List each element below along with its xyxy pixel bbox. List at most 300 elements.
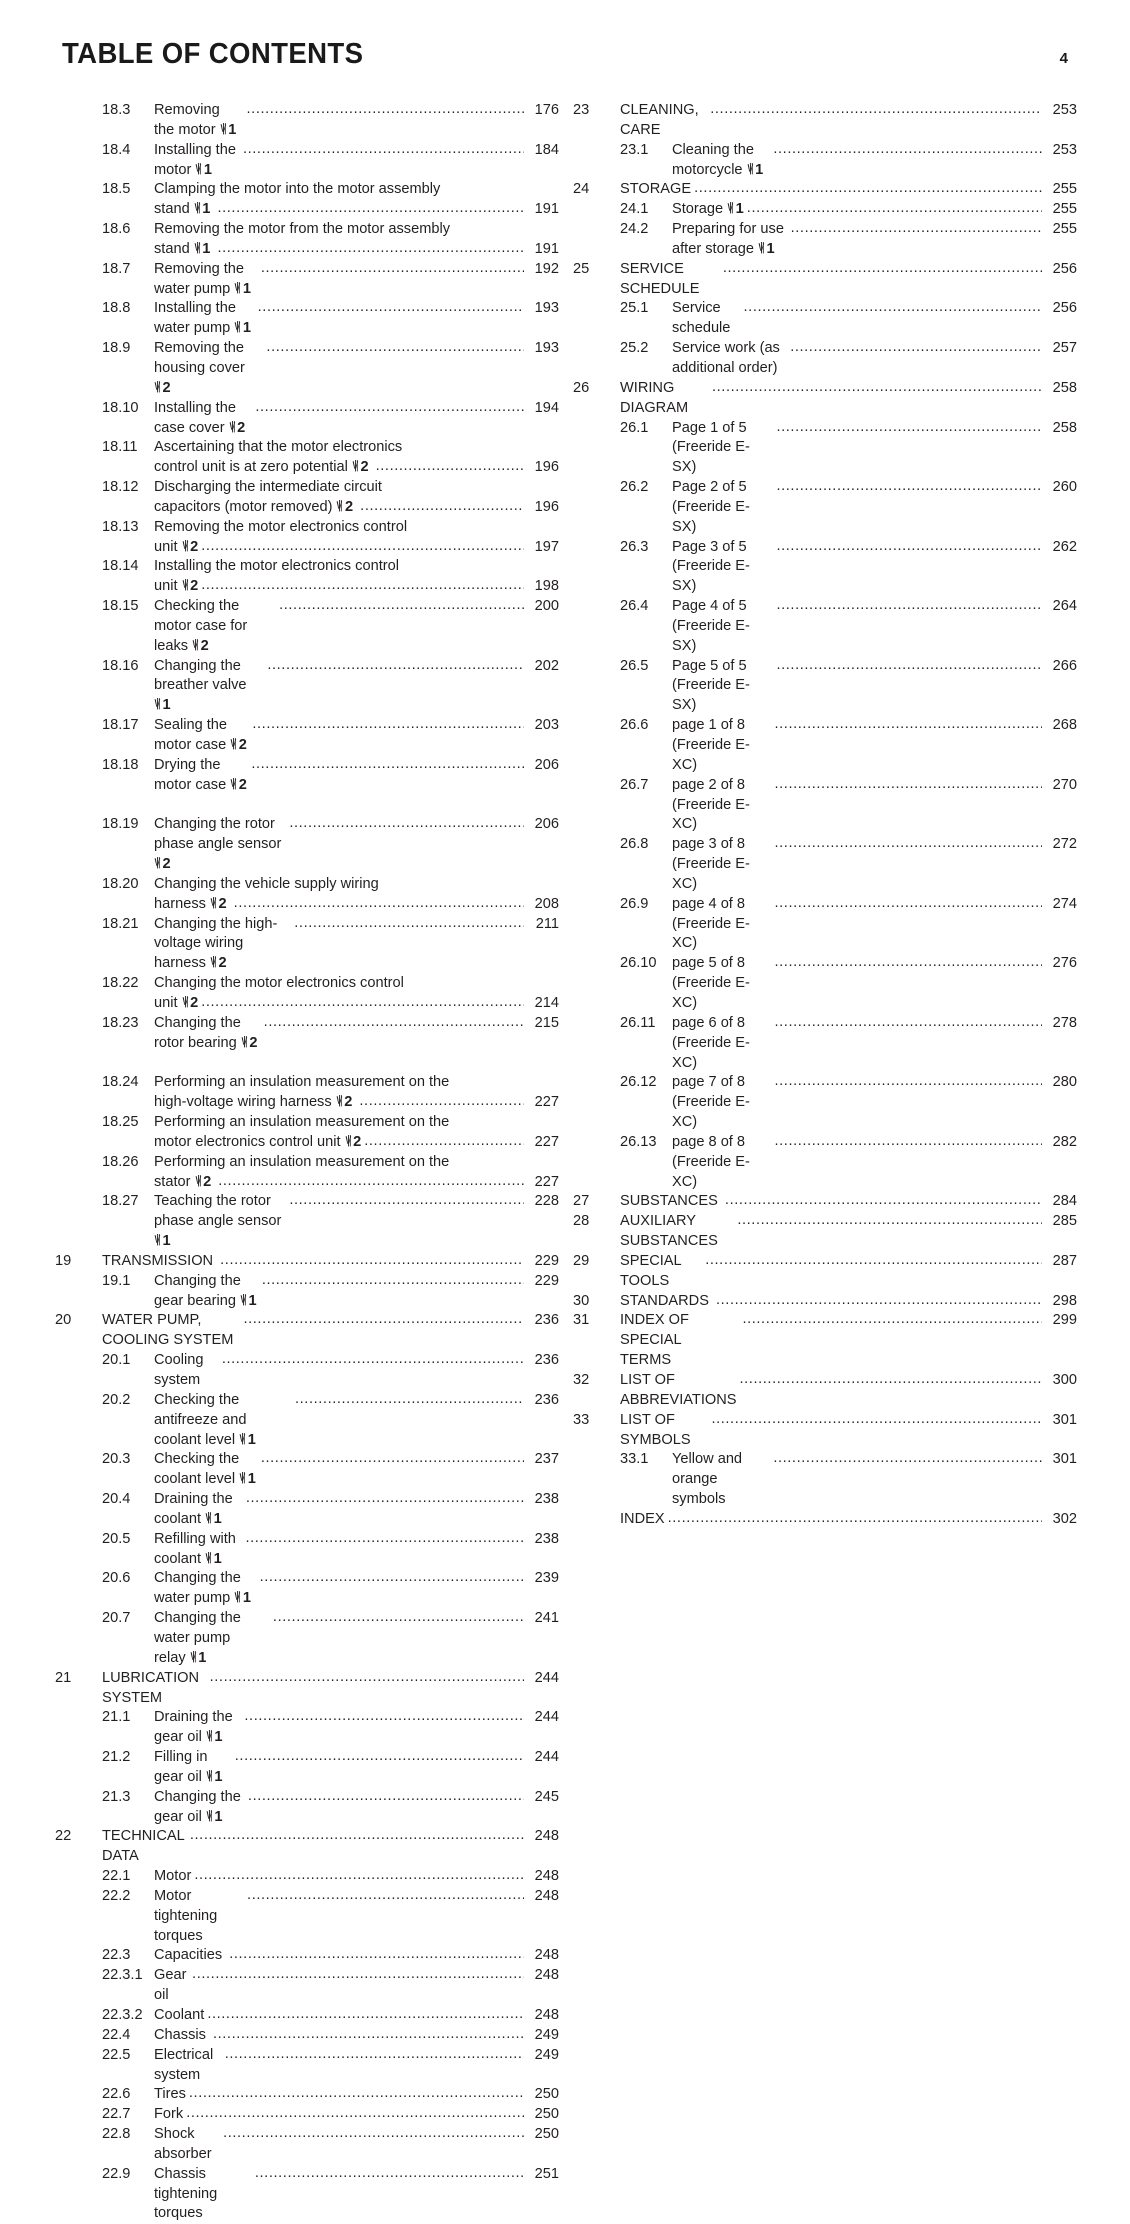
volume-reference-icon: 1 <box>727 202 744 217</box>
toc-entry-title: Service schedule <box>672 300 731 337</box>
toc-entry[interactable] <box>55 657 559 717</box>
toc-entry-title: Teaching the rotor phase angle sensor 1 <box>154 1193 286 1250</box>
toc-entry-title-block <box>154 875 559 915</box>
leader-dots <box>201 537 524 557</box>
toc-entry-title: SPECIAL TOOLS <box>620 1252 682 1289</box>
toc-entry[interactable] <box>573 835 1077 895</box>
toc-entry-title-block <box>154 399 559 439</box>
volume-reference-icon: 2 <box>192 639 209 654</box>
leader-dots <box>294 915 524 934</box>
toc-entry[interactable] <box>573 299 1077 339</box>
leader-dots <box>220 1252 524 1271</box>
toc-entry-page: 227 <box>534 1173 559 1190</box>
toc-entry-title-block <box>154 1867 559 1887</box>
toc-entry-title: Removing the housing cover 2 <box>154 340 249 396</box>
toc-entry[interactable] <box>573 1014 1077 1074</box>
toc-entry[interactable] <box>55 597 559 657</box>
toc-entry-title: Gear oil <box>154 1967 187 2004</box>
leader-dots <box>747 200 1042 219</box>
leader-dots <box>234 894 524 914</box>
toc-entry-title: page 1 of 8 (Freeride E-XC) <box>672 717 750 773</box>
toc-entry[interactable] <box>573 220 1077 260</box>
toc-entry-page: 250 <box>534 2126 559 2143</box>
leader-dots <box>775 835 1043 854</box>
toc-entry-title-block <box>620 1252 1077 1292</box>
toc-entry[interactable] <box>55 1609 559 1669</box>
toc-entry[interactable] <box>573 597 1077 657</box>
toc-entry-title-block <box>154 260 559 300</box>
toc-entry[interactable] <box>55 399 559 439</box>
toc-entry[interactable] <box>55 1569 559 1609</box>
toc-entry-number: 22 <box>55 1828 72 1845</box>
leader-dots <box>694 180 1042 199</box>
toc-entry-title-block <box>672 1073 1077 1133</box>
toc-entry[interactable] <box>573 101 1077 141</box>
toc-entry-number: 26.6 <box>620 717 649 734</box>
toc-entry-title-block <box>154 1708 559 1748</box>
volume-reference-icon: 2 <box>229 421 246 436</box>
toc-entry-page: 255 <box>1052 201 1077 218</box>
toc-entry[interactable] <box>55 2085 559 2105</box>
toc-entry-title: Installing the motor electronics control <box>154 558 399 575</box>
toc-entry[interactable] <box>55 1252 559 1272</box>
toc-entry-number: 18.8 <box>102 300 131 317</box>
toc-entry-page: 258 <box>1052 419 1077 436</box>
toc-entry[interactable] <box>573 1510 1077 1530</box>
toc-entry[interactable] <box>55 339 559 399</box>
toc-entry[interactable] <box>573 141 1077 181</box>
volume-reference-icon: 1 <box>205 1512 222 1527</box>
volume-reference-icon: 1 <box>206 1730 223 1745</box>
toc-entry-page: 257 <box>1052 340 1077 357</box>
toc-entry-title: Filling in gear oil 1 <box>154 1749 223 1785</box>
toc-entry[interactable] <box>55 1788 559 1828</box>
leader-dots <box>791 220 1042 239</box>
toc-entry[interactable] <box>55 2105 559 2125</box>
toc-entry[interactable] <box>55 1113 559 1153</box>
toc-entry[interactable] <box>573 538 1077 598</box>
volume-reference-icon: 2 <box>182 996 199 1011</box>
leader-dots <box>201 576 524 596</box>
toc-entry-title-block <box>154 1450 559 1490</box>
volume-reference-icon: 1 <box>234 282 251 297</box>
leader-dots <box>229 1946 524 1965</box>
toc-entry[interactable] <box>573 1450 1077 1510</box>
toc-entry-number: 20.4 <box>102 1491 131 1508</box>
toc-entry-title: Changing the rotor phase angle sensor 2 <box>154 816 286 873</box>
toc-entry-title-cont-text: unit 2 <box>154 994 199 1011</box>
toc-entry-title-block <box>154 478 559 518</box>
toc-entry[interactable] <box>573 1252 1077 1292</box>
toc-entry[interactable] <box>55 299 559 339</box>
toc-entry-page: 206 <box>534 756 559 773</box>
leader-dots <box>775 1014 1043 1033</box>
volume-reference-icon: 2 <box>210 897 227 912</box>
toc-entry-number: 26.9 <box>620 895 649 912</box>
toc-entry-title-block <box>154 1272 559 1312</box>
toc-entry-page: 253 <box>1052 102 1077 118</box>
toc-entry[interactable] <box>55 1272 559 1312</box>
leader-dots <box>207 2006 524 2025</box>
toc-entry-title: LUBRICATION SYSTEM <box>102 1669 200 1706</box>
leader-dots <box>775 1073 1043 1092</box>
toc-entry[interactable] <box>55 101 559 141</box>
toc-entry[interactable] <box>573 1192 1077 1212</box>
toc-entry-number: 26.3 <box>620 538 649 555</box>
toc-entry-title: INDEX <box>620 1510 665 1527</box>
toc-entry-number: 20.3 <box>102 1451 131 1468</box>
toc-entry-title: Checking the antifreeze and coolant level 1 <box>154 1391 256 1448</box>
volume-reference-icon: 1 <box>206 1810 223 1825</box>
toc-entry[interactable] <box>55 915 559 975</box>
toc-entry-title-block <box>154 1490 559 1530</box>
toc-entry-title: Page 1 of 5 (Freeride E-SX) <box>672 419 750 476</box>
toc-entry-title: TRANSMISSION <box>102 1252 218 1269</box>
toc-entry[interactable] <box>573 1411 1077 1451</box>
volume-reference-icon: 2 <box>352 460 369 475</box>
toc-entry[interactable] <box>55 220 559 260</box>
toc-entry-page: 192 <box>534 260 559 277</box>
leader-dots <box>376 457 524 477</box>
toc-entry-title-block <box>102 1669 559 1709</box>
toc-entry[interactable] <box>55 1946 559 1966</box>
toc-entry-title-cont-text: stand 1 <box>154 201 211 218</box>
toc-entry-title-block <box>154 716 559 756</box>
toc-entry[interactable] <box>573 1212 1077 1252</box>
leader-dots <box>716 1292 1042 1311</box>
leader-dots <box>217 239 524 259</box>
toc-entry[interactable] <box>55 1014 559 1074</box>
toc-entry-number: 26.2 <box>620 479 649 496</box>
leader-dots <box>711 1411 1042 1430</box>
toc-entry-number: 18.23 <box>102 1014 139 1031</box>
toc-entry-title-block <box>154 2165 559 2224</box>
toc-entry-page: 248 <box>534 1828 559 1845</box>
leader-dots <box>267 657 524 676</box>
toc-entry-title-cont <box>154 1173 559 1193</box>
toc-entry[interactable] <box>55 141 559 181</box>
volume-reference-icon: 2 <box>336 1095 353 1110</box>
toc-entry-page: 236 <box>534 1391 559 1408</box>
toc-entry-title: Motor tightening torques <box>154 1887 218 1944</box>
toc-entry[interactable] <box>55 1391 559 1451</box>
toc-entry-page: 250 <box>534 2086 559 2103</box>
toc-entry-title: Changing the rotor bearing 2 <box>154 1014 258 1051</box>
toc-entry-title-block <box>620 379 1077 419</box>
toc-entry-title: Removing the motor electronics control <box>154 518 408 535</box>
toc-entry-number: 21.2 <box>102 1749 131 1766</box>
leader-dots <box>360 497 524 517</box>
toc-entry-title-block <box>672 1014 1077 1074</box>
toc-entry-title: page 4 of 8 (Freeride E-XC) <box>672 895 750 952</box>
volume-reference-icon: 1 <box>239 1433 256 1448</box>
toc-entry-page: 176 <box>534 102 559 118</box>
toc-entry-page: 237 <box>534 1451 559 1468</box>
toc-entry-title: page 6 of 8 (Freeride E-XC) <box>672 1014 750 1071</box>
toc-entry-title-block <box>620 1510 1077 1530</box>
toc-entry[interactable] <box>55 815 559 875</box>
toc-entry-number: 18.13 <box>102 518 139 535</box>
toc-entry[interactable] <box>573 1292 1077 1312</box>
toc-entry[interactable] <box>55 260 559 300</box>
toc-entry-title: Cleaning the motorcycle 1 <box>672 141 764 178</box>
toc-entry-title-block <box>620 180 1077 200</box>
volume-reference-icon: 1 <box>206 1770 223 1785</box>
volume-reference-icon: 1 <box>239 1472 256 1487</box>
leader-dots <box>710 101 1042 120</box>
toc-entry-page: 239 <box>534 1570 559 1587</box>
toc-entry-page: 193 <box>534 300 559 317</box>
toc-entry-title-block <box>154 1609 559 1669</box>
leader-dots <box>776 478 1042 497</box>
toc-entry[interactable] <box>55 875 559 915</box>
toc-entry[interactable] <box>55 1450 559 1490</box>
toc-entry-title-block <box>154 1788 559 1828</box>
leader-dots <box>194 1867 524 1886</box>
toc-entry[interactable] <box>573 954 1077 1014</box>
toc-entry[interactable] <box>55 1748 559 1788</box>
leader-dots <box>255 399 524 418</box>
toc-entry[interactable] <box>573 1073 1077 1133</box>
toc-entry-title-cont-text: harness 2 <box>154 895 227 912</box>
toc-entry-number: 22.8 <box>102 2126 131 2143</box>
toc-entry-title-cont-text: stator 2 <box>154 1173 212 1190</box>
toc-entry-page: 244 <box>534 1749 559 1766</box>
toc-entry-number: 23.1 <box>620 141 649 158</box>
toc-entry[interactable] <box>55 478 559 518</box>
toc-entry-title-cont <box>154 458 559 478</box>
toc-entry-title-block <box>102 1311 559 1351</box>
leader-dots <box>364 1132 524 1152</box>
toc-entry-title-block <box>620 1311 1077 1371</box>
toc-entry-number: 18.4 <box>102 141 131 158</box>
toc-entry[interactable] <box>573 339 1077 379</box>
toc-entry-page: 236 <box>534 1352 559 1369</box>
toc-entry-number: 24.2 <box>620 221 649 238</box>
toc-entry[interactable] <box>55 1530 559 1570</box>
toc-entry[interactable] <box>573 1371 1077 1411</box>
toc-entry[interactable] <box>55 1153 559 1193</box>
toc-entry-title-block <box>672 716 1077 776</box>
toc-entry-title: CLEANING, CARE <box>620 102 699 138</box>
toc-entry-page: 215 <box>534 1014 559 1031</box>
toc-entry[interactable] <box>55 1073 559 1113</box>
toc-entry-title-block <box>154 2046 559 2086</box>
toc-entry[interactable] <box>573 180 1077 200</box>
toc-entry-page: 301 <box>1052 1451 1077 1468</box>
toc-entry[interactable] <box>55 2026 559 2046</box>
toc-entry[interactable] <box>573 1311 1077 1371</box>
toc-entry[interactable] <box>573 895 1077 955</box>
volume-reference-icon: 2 <box>210 956 227 971</box>
toc-entry-title-block <box>672 419 1077 479</box>
toc-entry-page: 249 <box>534 2026 559 2043</box>
toc-entry-title: Discharging the intermediate circuit <box>154 479 382 496</box>
toc-entry-title-block <box>154 1391 559 1451</box>
toc-entry-title-block <box>672 597 1077 657</box>
toc-entry-title: Changing the high-voltage wiring harness 2 <box>154 915 278 972</box>
toc-entry[interactable] <box>573 478 1077 538</box>
toc-entry-number: 26.12 <box>620 1074 657 1091</box>
toc-entry[interactable] <box>55 1827 559 1867</box>
toc-entry-title-block <box>154 2085 559 2105</box>
toc-entry-title: Changing the vehicle supply wiring <box>154 875 379 892</box>
leader-dots <box>773 141 1042 160</box>
toc-entry-title: Draining the gear oil 1 <box>154 1709 233 1746</box>
toc-entry[interactable] <box>55 716 559 756</box>
toc-entry[interactable] <box>55 1867 559 1887</box>
leader-dots <box>186 2105 524 2124</box>
toc-entry-page: 184 <box>534 141 559 158</box>
toc-entry-page: 238 <box>534 1530 559 1547</box>
toc-entry[interactable] <box>55 1351 559 1391</box>
toc-entry-page: 248 <box>534 1887 559 1904</box>
toc-entry[interactable] <box>573 260 1077 300</box>
toc-entry[interactable] <box>55 2125 559 2165</box>
toc-entry-number: 22.1 <box>102 1868 131 1885</box>
toc-entry-title-block <box>672 339 1077 379</box>
toc-entry[interactable] <box>573 657 1077 717</box>
toc-entry-title-block <box>620 1411 1077 1451</box>
toc-entry[interactable] <box>55 756 559 816</box>
toc-entry-number: 22.3 <box>102 1947 131 1964</box>
toc-entry-page: 241 <box>534 1610 559 1627</box>
toc-entry-title: Removing the water pump 1 <box>154 260 251 297</box>
toc-entry-title: Ascertaining that the motor electronics <box>154 439 403 456</box>
toc-entry-number: 26 <box>573 379 590 396</box>
toc-entry-title: Changing the gear bearing 1 <box>154 1272 257 1309</box>
leader-dots <box>192 1966 524 1985</box>
leader-dots <box>261 260 524 279</box>
leader-dots <box>213 2026 524 2045</box>
volume-reference-icon: 1 <box>240 1294 257 1309</box>
toc-entry-number: 29 <box>573 1252 590 1269</box>
toc-entry-number: 22.5 <box>102 2046 131 2063</box>
toc-entry-title: Checking the motor case for leaks 2 <box>154 598 248 654</box>
toc-entry[interactable] <box>55 1311 559 1351</box>
toc-entry[interactable] <box>55 1490 559 1530</box>
toc-entry-number: 31 <box>573 1312 590 1329</box>
toc-entry-page: 228 <box>534 1193 559 1210</box>
toc-entry-number: 25.1 <box>620 300 649 317</box>
toc-entry[interactable] <box>55 438 559 478</box>
toc-entry-title: Page 2 of 5 (Freeride E-SX) <box>672 479 750 535</box>
leader-dots <box>244 1708 524 1727</box>
toc-entry-title-block <box>154 1887 559 1947</box>
leader-dots <box>218 1172 524 1192</box>
leader-dots <box>252 716 524 735</box>
toc-entry[interactable] <box>55 2006 559 2026</box>
toc-entry-number: 24.1 <box>620 201 649 218</box>
toc-entry-title-block <box>154 1569 559 1609</box>
toc-entry-title-block <box>672 657 1077 717</box>
toc-entry[interactable] <box>55 1966 559 2006</box>
toc-entry-number: 19 <box>55 1252 72 1269</box>
toc-entry-title-block <box>154 1192 559 1252</box>
toc-entry-title-block <box>620 101 1077 141</box>
toc-entry-number: 18.15 <box>102 598 139 615</box>
toc-entry[interactable] <box>55 1887 559 1947</box>
toc-entry-title-block <box>620 260 1077 300</box>
toc-entry-number: 26.11 <box>620 1014 656 1031</box>
toc-entry-title-block <box>154 101 559 141</box>
toc-entry-title: AUXILIARY SUBSTANCES <box>620 1213 722 1250</box>
toc-entry-title-block <box>672 538 1077 598</box>
toc-entry-page: 272 <box>1052 836 1077 853</box>
toc-entry-page: 244 <box>534 1709 559 1726</box>
toc-entry-title-block <box>672 776 1077 836</box>
toc-entry-title-block <box>154 657 559 717</box>
toc-entry-title-block <box>154 1530 559 1570</box>
toc-entry-title: Chassis <box>154 2026 210 2043</box>
toc-entry-title: Clamping the motor into the motor assembly <box>154 181 441 198</box>
leader-dots <box>712 379 1042 398</box>
toc-entry[interactable] <box>573 776 1077 836</box>
leader-dots <box>773 1450 1042 1469</box>
page-header <box>62 38 1068 84</box>
toc-entry-title-block <box>154 220 559 260</box>
volume-reference-icon: 2 <box>182 579 199 594</box>
toc-entry-page: 287 <box>1052 1252 1077 1269</box>
toc-entry[interactable] <box>55 180 559 220</box>
toc-entry-title-cont-text: control unit is at zero potential 2 <box>154 459 369 476</box>
toc-entry-page: 285 <box>1052 1213 1077 1230</box>
toc-entry[interactable] <box>55 557 559 597</box>
leader-dots <box>190 1827 524 1846</box>
toc-entry[interactable] <box>55 518 559 558</box>
toc-entry-title-block <box>102 1252 559 1272</box>
toc-entry[interactable] <box>573 716 1077 776</box>
toc-entry-number: 18.10 <box>102 399 139 416</box>
toc-entry-number: 18.7 <box>102 260 131 277</box>
toc-entry-title-block <box>620 1371 1077 1411</box>
toc-entry-number: 18.27 <box>102 1193 139 1210</box>
leader-dots <box>189 2085 524 2104</box>
toc-entry[interactable] <box>55 1708 559 1748</box>
toc-entry[interactable] <box>573 379 1077 419</box>
toc-entry-number: 18.22 <box>102 975 139 992</box>
toc-entry[interactable] <box>55 2046 559 2086</box>
toc-entry-title-cont-text: unit 2 <box>154 578 199 595</box>
leader-dots <box>223 2125 524 2144</box>
toc-entry[interactable] <box>55 974 559 1014</box>
toc-entry[interactable] <box>573 200 1077 220</box>
toc-entry-title-cont <box>154 538 559 558</box>
toc-entry-page: 256 <box>1052 300 1077 317</box>
toc-entry-title-cont <box>154 895 559 915</box>
toc-entry-title: STORAGE <box>620 181 692 198</box>
toc-entry-number: 22.7 <box>102 2106 131 2123</box>
toc-entry[interactable] <box>55 1669 559 1709</box>
toc-entry[interactable] <box>55 2165 559 2224</box>
leader-dots <box>247 101 524 120</box>
leader-dots <box>775 895 1043 914</box>
toc-entry[interactable] <box>573 419 1077 479</box>
toc-entry-title-block <box>672 1450 1077 1510</box>
toc-entry-title-block <box>154 141 559 181</box>
leader-dots <box>723 260 1042 279</box>
toc-entry[interactable] <box>573 1133 1077 1193</box>
toc-entry-title: Preparing for use after storage 1 <box>672 221 784 257</box>
toc-entry-page: 194 <box>534 399 559 416</box>
toc-entry-title: Yellow and orange symbols <box>672 1451 743 1508</box>
leader-dots <box>247 1887 524 1906</box>
toc-entry-page: 236 <box>534 1312 559 1329</box>
toc-entry[interactable] <box>55 1192 559 1252</box>
volume-reference-icon: 1 <box>190 1651 207 1666</box>
toc-entry-page: 253 <box>1052 141 1077 158</box>
toc-entry-title: Coolant <box>154 2007 205 2023</box>
